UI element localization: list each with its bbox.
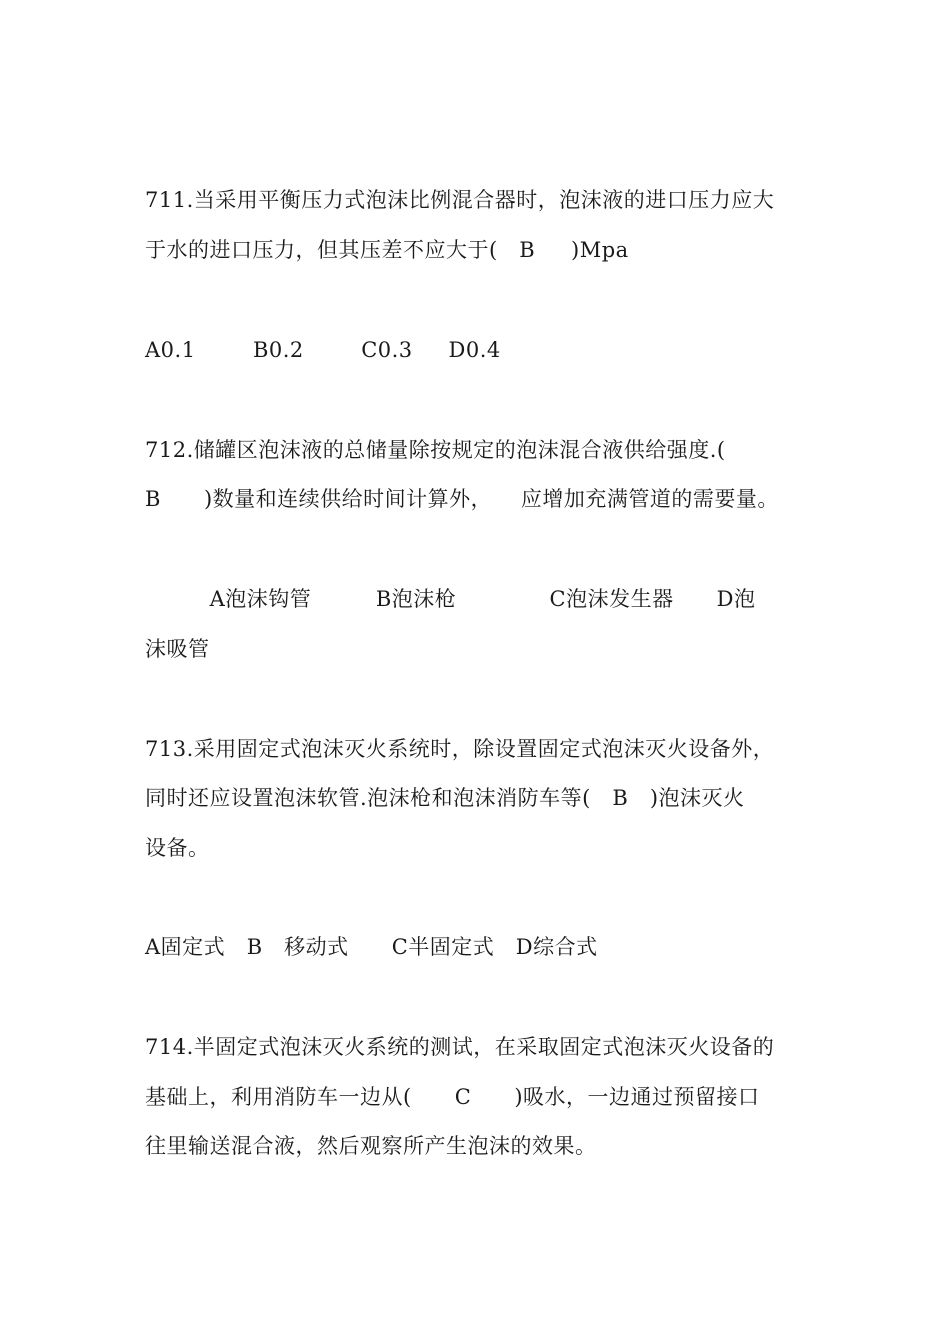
question-714-line-1: 714.半固定式泡沫灭火系统的测试，在采取固定式泡沫灭火设备的 xyxy=(145,1035,775,1059)
question-714-line-2: 基础上，利用消防车一边从( C )吸水，一边通过预留接口 xyxy=(145,1085,760,1109)
question-713-line-3: 设备。 xyxy=(145,836,210,860)
question-712-line-1: 712.储罐区泡沫液的总储量除按规定的泡沫混合液供给强度.( xyxy=(145,438,726,462)
question-711-line-1: 711.当采用平衡压力式泡沫比例混合器时，泡沫液的进口压力应大 xyxy=(145,188,775,212)
question-711-options: A0.1 B0.2 C0.3 D0.4 xyxy=(145,338,501,362)
question-713-line-2: 同时还应设置泡沫软管.泡沫枪和泡沫消防车等( B )泡沫灭火 xyxy=(145,786,745,810)
question-711-line-2: 于水的进口压力，但其压差不应大于( B )Mpa xyxy=(145,238,629,262)
question-712-line-2: B )数量和连续供给时间计算外， 应增加充满管道的需要量。 xyxy=(145,487,779,511)
question-713-line-1: 713.采用固定式泡沫灭火系统时，除设置固定式泡沫灭火设备外， xyxy=(145,737,775,761)
question-714-line-3: 往里输送混合液，然后观察所产生泡沫的效果。 xyxy=(145,1134,597,1158)
question-713-options: A固定式 B 移动式 C半固定式 D综合式 xyxy=(145,935,598,959)
question-712-options-line-2: 沫吸管 xyxy=(145,637,210,661)
question-712-options-line-1: A泡沫钩管 B泡沫枪 C泡沫发生器 D泡 xyxy=(145,587,756,611)
